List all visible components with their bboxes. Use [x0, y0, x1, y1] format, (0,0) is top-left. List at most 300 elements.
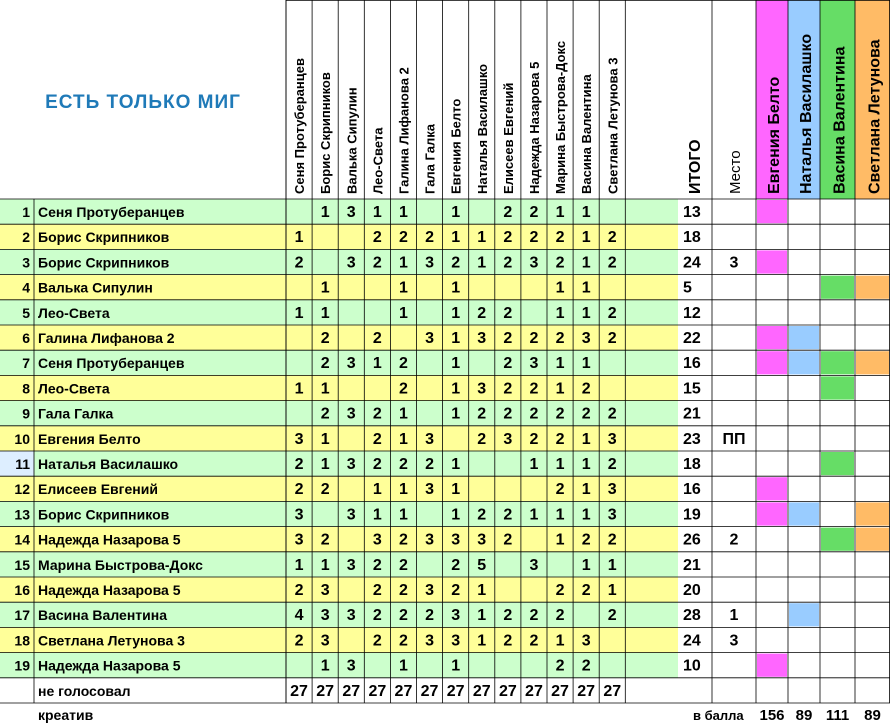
row-number: 9	[22, 405, 30, 422]
novote-label: не голосовал	[38, 682, 131, 699]
entry-name: Сеня Протуберанцев	[38, 355, 185, 372]
score-cell: 2	[503, 330, 513, 347]
score-cell: 1	[581, 279, 591, 297]
total-cell: 12	[683, 304, 701, 322]
score-cell: 2	[320, 405, 330, 423]
score-cell: 2	[503, 204, 513, 221]
score-cell: 2	[503, 531, 513, 549]
score-cell: 1	[581, 430, 591, 448]
score-cell: 1	[581, 204, 591, 221]
total-cell: 21	[683, 405, 701, 423]
total-cell: 22	[683, 330, 701, 347]
entry-name: Лео-Света	[38, 380, 110, 397]
score-cell: 1	[581, 304, 591, 322]
score-cell: 2	[555, 229, 565, 247]
score-cell: 2	[372, 229, 382, 247]
judge-mark[interactable]	[821, 376, 854, 399]
score-cell: 1	[581, 506, 591, 524]
page-title: ЕСТЬ ТОЛЬКО МИГ	[45, 92, 241, 113]
score-cell: 1	[555, 279, 565, 297]
score-cell: 3	[294, 506, 304, 524]
score-cell: 1	[451, 506, 461, 524]
score-cell: 2	[372, 330, 382, 347]
entry-name: Гала Галка	[38, 405, 114, 422]
row-number: 10	[14, 430, 30, 447]
novote-cell: 27	[446, 682, 465, 700]
total-cell: 10	[683, 657, 701, 675]
score-cell: 2	[529, 330, 539, 347]
score-cell: 2	[477, 506, 487, 524]
total-cell: 24	[683, 254, 701, 272]
score-cell: 1	[320, 556, 330, 574]
score-cell: 2	[372, 456, 382, 473]
judge-mark[interactable]	[757, 200, 787, 223]
entry-name: Надежда Назарова 5	[38, 582, 181, 598]
score-cell: 2	[320, 355, 330, 373]
score-cell: 3	[529, 556, 539, 574]
judge-mark[interactable]	[821, 452, 854, 475]
row-number: 7	[22, 355, 30, 372]
score-cell: 3	[346, 556, 356, 574]
score-cell: 2	[503, 229, 513, 247]
score-cell: 2	[320, 481, 330, 499]
score-cell: 2	[607, 304, 617, 322]
score-cell: 3	[607, 506, 617, 524]
score-cell: 3	[346, 355, 356, 373]
score-cell: 1	[581, 254, 591, 272]
entry-name: Светлана Летунова 3	[38, 632, 185, 649]
judge-column-header: Евгения Белто	[766, 76, 783, 194]
score-cell: 2	[398, 556, 408, 574]
score-cell: 1	[555, 531, 565, 549]
score-cell: 2	[372, 632, 382, 650]
place-cell: ПП	[722, 430, 746, 448]
score-cell: 2	[607, 254, 617, 272]
score-cell: 2	[607, 456, 617, 473]
score-cell: 2	[477, 430, 487, 448]
judge-mark[interactable]	[821, 276, 854, 299]
score-cell: 3	[346, 456, 356, 473]
score-cell: 1	[477, 254, 487, 272]
entry-name: Надежда Назарова 5	[38, 531, 181, 548]
score-cell: 1	[477, 582, 487, 599]
row-number: 12	[14, 481, 30, 498]
score-cell: 2	[398, 582, 408, 599]
row-number: 8	[22, 380, 30, 397]
creative-label: креатив	[38, 707, 94, 723]
novote-cell: 27	[603, 682, 622, 700]
place-cell: 2	[729, 531, 739, 549]
score-cell: 1	[555, 355, 565, 373]
score-cell: 3	[346, 204, 356, 221]
score-cell: 2	[320, 330, 330, 347]
score-cell: 3	[451, 531, 461, 549]
novote-cell: 27	[420, 682, 439, 700]
score-cell: 1	[294, 229, 304, 247]
score-cell: 1	[372, 355, 382, 373]
novote-cell: 27	[498, 682, 517, 700]
judge-points-cell: 89	[795, 707, 813, 723]
score-cell: 1	[529, 456, 539, 473]
row-number: 3	[22, 254, 30, 271]
score-cell: 1	[581, 229, 591, 247]
score-cell: 2	[529, 607, 539, 625]
score-cell: 1	[451, 304, 461, 322]
row-number: 2	[22, 229, 30, 246]
score-cell: 2	[451, 582, 461, 599]
judge-points-cell: 111	[825, 707, 850, 723]
judge-mark[interactable]	[789, 351, 819, 374]
entry-name: Борис Скрипников	[38, 254, 170, 271]
score-cell: 1	[555, 506, 565, 524]
score-cell: 1	[477, 229, 487, 247]
voter-column-header: Лео-Света	[370, 127, 386, 194]
place-column-header: Место	[727, 150, 744, 194]
score-cell: 1	[581, 481, 591, 499]
score-cell: 3	[477, 380, 487, 398]
total-cell: 26	[683, 531, 701, 549]
row-number: 14	[14, 531, 30, 548]
judge-mark[interactable]	[757, 502, 787, 525]
row-number: 5	[22, 304, 30, 321]
row-number: 11	[15, 456, 30, 472]
novote-cell: 27	[577, 682, 596, 700]
entry-name: Борис Скрипников	[38, 229, 170, 246]
score-cell: 1	[451, 204, 461, 221]
score-cell: 1	[398, 430, 408, 448]
score-cell: 1	[555, 632, 565, 650]
score-cell: 2	[503, 506, 513, 524]
score-cell: 2	[294, 456, 304, 473]
row-number: 13	[14, 506, 30, 523]
score-cell: 1	[320, 204, 330, 221]
score-cell: 1	[398, 506, 408, 524]
score-cell: 1	[555, 204, 565, 221]
total-cell: 19	[683, 506, 701, 524]
score-cell: 2	[529, 405, 539, 423]
score-cell: 1	[581, 355, 591, 373]
row-number: 17	[14, 607, 30, 624]
score-cell: 1	[398, 657, 408, 675]
score-cell: 2	[581, 531, 591, 549]
row-number: 19	[14, 657, 30, 674]
score-cell: 2	[398, 380, 408, 398]
voter-column-header: Валька Сипулин	[344, 87, 360, 194]
score-cell: 1	[398, 279, 408, 297]
score-cell: 2	[607, 531, 617, 549]
score-cell: 2	[372, 405, 382, 423]
voter-column-header: Светлана Летунова 3	[605, 57, 621, 194]
total-cell: 16	[683, 481, 701, 499]
score-cell: 1	[451, 355, 461, 373]
judge-mark[interactable]	[757, 477, 787, 500]
total-cell: 20	[683, 582, 701, 599]
score-cell: 1	[398, 304, 408, 322]
voter-column-header: Евгения Белто	[448, 98, 464, 194]
score-cell: 3	[451, 607, 461, 625]
score-cell: 1	[372, 481, 382, 499]
score-cell: 2	[398, 632, 408, 650]
score-cell: 2	[529, 229, 539, 247]
score-cell: 3	[607, 430, 617, 448]
score-cell: 3	[529, 355, 539, 373]
score-cell: 2	[529, 204, 539, 221]
score-cell: 1	[607, 556, 617, 574]
score-cell: 2	[555, 657, 565, 675]
score-cell: 2	[607, 229, 617, 247]
score-cell: 2	[425, 456, 435, 473]
score-cell: 1	[372, 204, 382, 221]
score-cell: 3	[320, 607, 330, 625]
entry-name: Надежда Назарова 5	[38, 657, 181, 674]
score-cell: 2	[503, 254, 513, 272]
entry-name: Васина Валентина	[38, 607, 167, 624]
judge-mark[interactable]	[789, 326, 819, 349]
judge-mark[interactable]	[757, 250, 787, 273]
score-cell: 5	[477, 556, 487, 574]
score-cell: 2	[581, 405, 591, 423]
judge-mark[interactable]	[856, 528, 889, 551]
score-cell: 2	[607, 330, 617, 347]
novote-cell: 27	[472, 682, 491, 700]
novote-cell: 27	[342, 682, 361, 700]
score-cell: 1	[555, 380, 565, 398]
score-cell: 2	[294, 632, 304, 650]
score-cell: 2	[372, 582, 382, 599]
score-cell: 3	[425, 632, 435, 650]
total-cell: 5	[683, 279, 692, 297]
score-cell: 3	[425, 531, 435, 549]
judge-mark[interactable]	[856, 351, 889, 374]
entry-name: Галина Лифанова 2	[38, 330, 175, 346]
entry-name: Борис Скрипников	[38, 506, 170, 523]
score-cell: 3	[346, 506, 356, 524]
entry-name: Наталья Василашко	[38, 456, 179, 472]
novote-cell: 27	[551, 682, 569, 700]
score-cell: 1	[529, 506, 539, 524]
total-cell: 16	[683, 355, 701, 373]
row-number: 18	[14, 632, 30, 649]
score-cell: 2	[372, 556, 382, 574]
score-cell: 1	[451, 380, 461, 398]
judge-mark[interactable]	[757, 654, 787, 677]
novote-cell: 27	[316, 682, 335, 700]
novote-cell: 27	[368, 682, 387, 700]
entry-name: Евгения Белто	[38, 430, 141, 447]
score-cell: 2	[581, 582, 591, 599]
score-cell: 1	[477, 632, 487, 650]
score-cell: 1	[451, 279, 461, 297]
points-label: в балла	[693, 708, 744, 723]
score-cell: 1	[451, 405, 461, 423]
score-cell: 2	[503, 405, 513, 423]
score-cell: 3	[503, 430, 513, 448]
score-cell: 3	[477, 531, 487, 549]
score-cell: 1	[320, 430, 330, 448]
score-cell: 1	[451, 229, 461, 247]
score-cell: 1	[555, 456, 565, 473]
score-cell: 2	[477, 405, 487, 423]
judge-column-header: Светлана Летунова	[866, 39, 884, 194]
voter-column-header: Наталья Василашко	[474, 63, 490, 194]
score-cell: 2	[555, 481, 565, 499]
judge-mark[interactable]	[856, 276, 889, 299]
total-cell: 24	[683, 632, 701, 650]
score-cell: 1	[451, 481, 461, 499]
judge-mark[interactable]	[757, 326, 787, 349]
score-cell: 2	[607, 405, 617, 423]
voter-column-header: Галина Лифанова 2	[396, 67, 412, 194]
score-cell: 3	[346, 254, 356, 272]
score-cell: 3	[425, 582, 435, 599]
score-cell: 1	[607, 582, 617, 599]
row-number: 4	[22, 279, 30, 296]
place-cell: 1	[729, 607, 739, 625]
judge-mark[interactable]	[789, 502, 819, 525]
voter-column-header: Гала Галка	[422, 124, 438, 194]
score-cell: 1	[320, 304, 330, 322]
entry-name: Сеня Протуберанцев	[38, 204, 185, 220]
voter-column-header: Елисеев Евгений	[500, 82, 516, 194]
total-cell: 15	[683, 380, 701, 398]
score-cell: 3	[477, 330, 487, 347]
score-cell: 3	[607, 481, 617, 499]
judge-mark[interactable]	[821, 528, 854, 551]
score-cell: 1	[477, 607, 487, 625]
judge-points-cell: 156	[759, 707, 785, 723]
score-cell: 2	[503, 607, 513, 625]
score-cell: 2	[451, 254, 461, 272]
score-cell: 3	[320, 632, 330, 650]
score-cell: 3	[425, 254, 435, 272]
total-cell: 23	[683, 430, 701, 448]
score-cell: 1	[294, 380, 304, 398]
novote-cell: 27	[290, 682, 308, 700]
score-cell: 2	[555, 330, 565, 347]
score-cell: 3	[320, 582, 330, 599]
judge-mark[interactable]	[757, 351, 787, 374]
place-cell: 3	[729, 632, 739, 650]
score-cell: 2	[320, 531, 330, 549]
total-cell: 21	[683, 556, 701, 574]
score-cell: 1	[451, 456, 461, 473]
judge-mark[interactable]	[789, 603, 819, 626]
score-cell: 2	[398, 355, 408, 373]
score-cell: 2	[555, 405, 565, 423]
score-cell: 1	[398, 405, 408, 423]
score-cell: 2	[607, 607, 617, 625]
score-cell: 3	[425, 481, 435, 499]
score-cell: 3	[346, 607, 356, 625]
score-cell: 2	[425, 229, 435, 247]
place-cell: 3	[729, 254, 739, 272]
score-cell: 2	[294, 481, 304, 499]
voter-column-header: Надежда Назарова 5	[526, 61, 542, 194]
score-cell: 2	[398, 531, 408, 549]
score-cell: 4	[294, 607, 304, 625]
score-cell: 3	[581, 330, 591, 347]
row-number: 16	[14, 582, 30, 598]
score-cell: 2	[503, 304, 513, 322]
voter-column-header: Сеня Протуберанцев	[292, 58, 308, 194]
score-cell: 2	[294, 582, 304, 599]
row-number: 15	[14, 556, 30, 573]
entry-name: Елисеев Евгений	[38, 481, 158, 498]
score-cell: 3	[346, 405, 356, 423]
score-cell: 1	[398, 204, 408, 221]
entry-name: Лео-Света	[38, 304, 110, 321]
score-cell: 2	[398, 229, 408, 247]
score-cell: 3	[294, 531, 304, 549]
judge-points-cell: 89	[864, 707, 881, 723]
total-cell: 28	[683, 607, 701, 625]
voter-column-header: Васина Валентина	[579, 74, 595, 194]
score-cell: 1	[294, 556, 304, 574]
judge-mark[interactable]	[856, 502, 889, 525]
score-cell: 2	[555, 607, 565, 625]
score-cell: 2	[398, 607, 408, 625]
score-cell: 2	[503, 380, 513, 398]
score-cell: 3	[451, 632, 461, 650]
score-cell: 2	[555, 582, 565, 599]
row-number: 1	[22, 204, 30, 220]
score-cell: 2	[294, 254, 304, 272]
score-cell: 2	[503, 632, 513, 650]
novote-cell: 27	[394, 682, 413, 700]
score-cell: 2	[477, 304, 487, 322]
score-cell: 2	[372, 607, 382, 625]
score-cell: 1	[398, 481, 408, 499]
judge-column-header: Наталья Василашко	[798, 33, 815, 194]
score-cell: 1	[581, 456, 591, 473]
score-cell: 1	[294, 304, 304, 322]
score-cell: 2	[372, 430, 382, 448]
score-cell: 2	[529, 430, 539, 448]
score-cell: 3	[372, 531, 382, 549]
score-cell: 1	[398, 254, 408, 272]
entry-name: Валька Сипулин	[38, 279, 153, 296]
score-cell: 2	[555, 254, 565, 272]
entry-name: Марина Быстрова-Докс	[38, 556, 203, 573]
score-cell: 2	[555, 430, 565, 448]
score-cell: 2	[425, 607, 435, 625]
score-cell: 3	[425, 330, 435, 347]
voter-column-header: Марина Быстрова-Докс	[553, 40, 569, 194]
voter-column-header: Борис Скрипников	[318, 72, 334, 194]
judge-mark[interactable]	[821, 351, 854, 374]
score-cell: 2	[398, 456, 408, 473]
total-column-header: ИТОГО	[687, 139, 704, 194]
score-cell: 2	[581, 380, 591, 398]
novote-cell: 27	[525, 682, 543, 700]
total-cell: 18	[683, 456, 701, 473]
score-cell: 3	[346, 657, 356, 675]
score-cell: 3	[529, 254, 539, 272]
score-cell: 1	[451, 330, 461, 347]
score-cell: 2	[503, 355, 513, 373]
score-cell: 2	[372, 254, 382, 272]
score-cell: 1	[581, 556, 591, 574]
score-cell: 2	[529, 380, 539, 398]
total-cell: 18	[683, 229, 701, 247]
score-cell: 3	[425, 430, 435, 448]
total-cell: 13	[683, 204, 701, 221]
score-cell: 3	[294, 430, 304, 448]
judge-column-header: Васина Валентина	[831, 46, 849, 194]
score-cell: 2	[451, 556, 461, 574]
score-cell: 2	[529, 632, 539, 650]
score-cell: 1	[320, 380, 330, 398]
